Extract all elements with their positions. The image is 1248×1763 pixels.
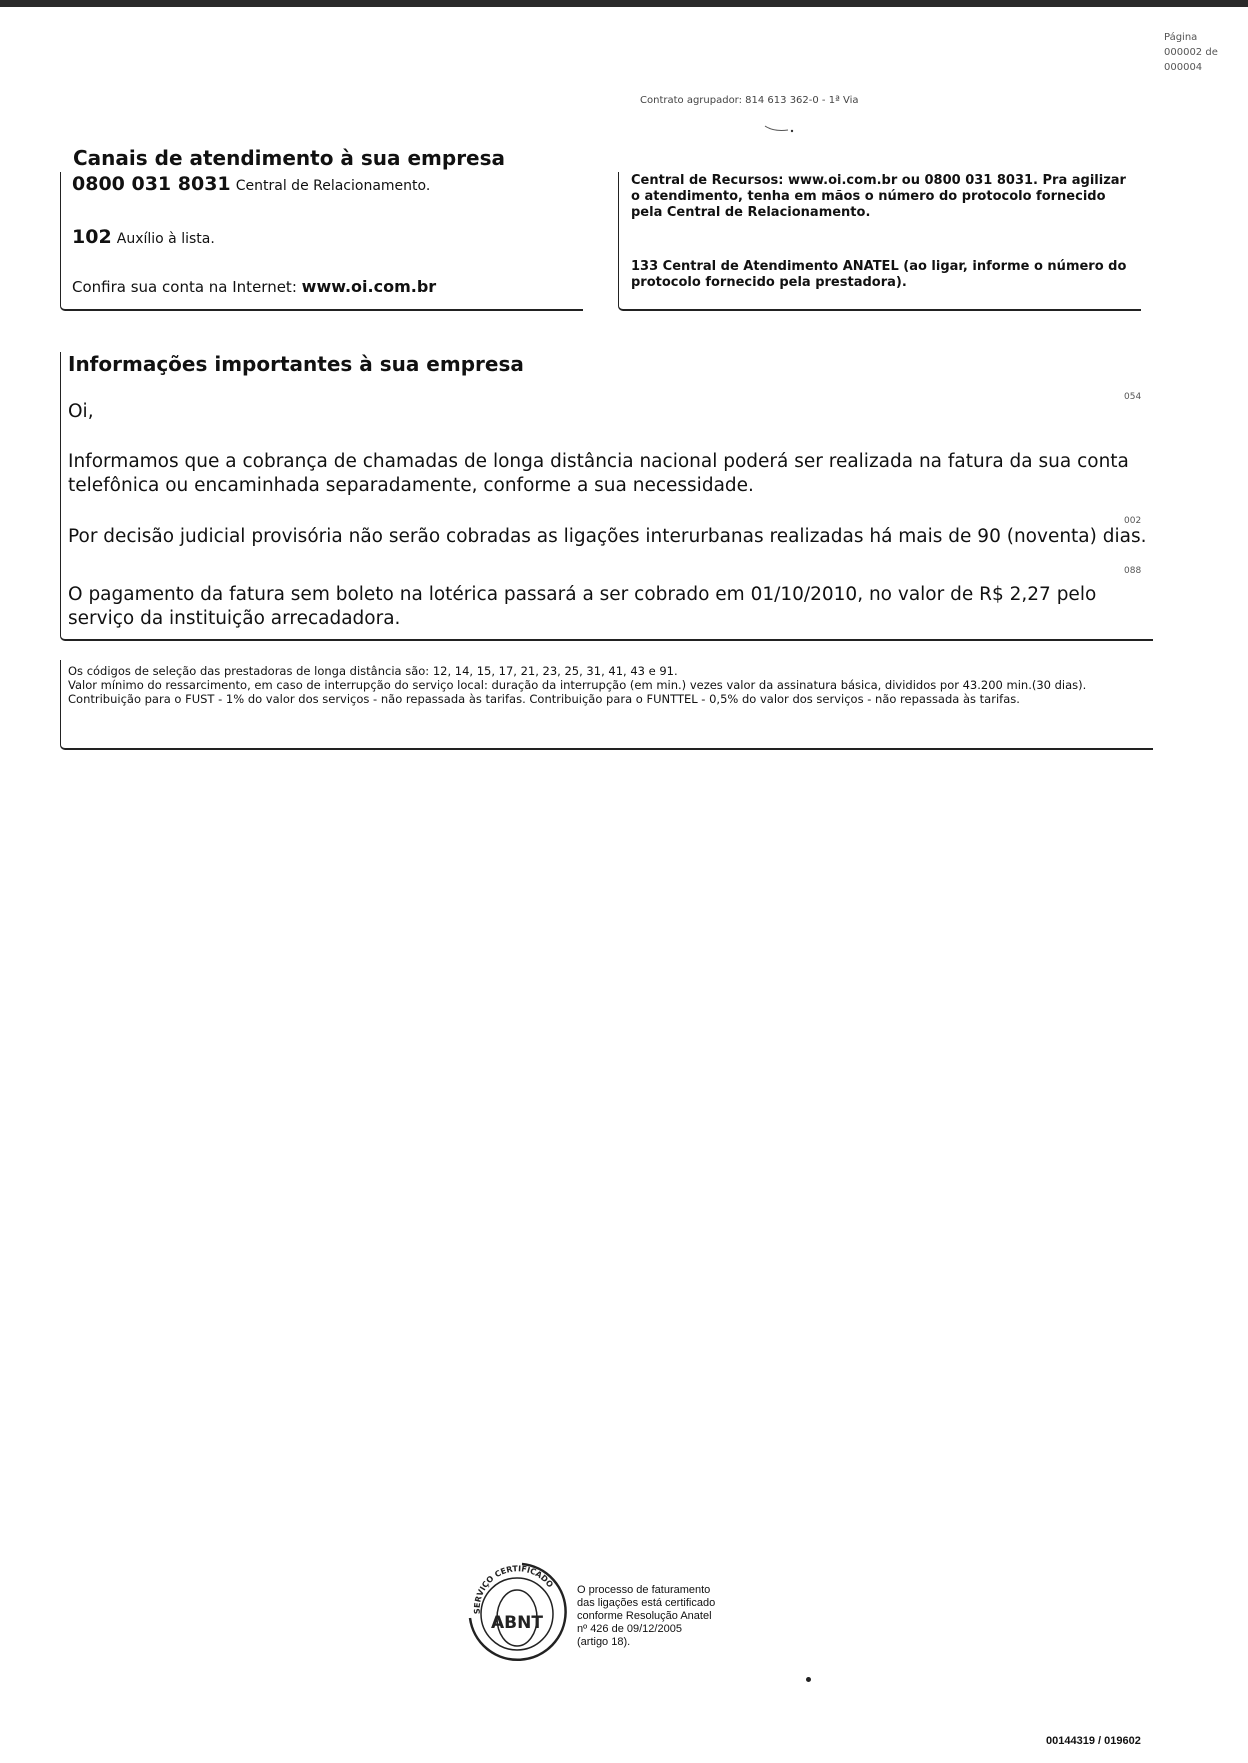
page-number <box>1164 30 1218 75</box>
codes-text <box>68 664 1152 706</box>
top-scan-border <box>0 0 1248 7</box>
codes-line: Os códigos de seleção das prestadoras de longa distância são: 12, 14, 15, 17, 21, 23, 25, 31, 41, 43 e 91. <box>68 664 678 678</box>
message-code: 054 <box>1124 392 1142 402</box>
scan-speck <box>806 1677 811 1682</box>
lista-number: 102 <box>72 226 112 248</box>
page-current: 000002 de <box>1164 47 1218 58</box>
certification-line: (artigo 18). <box>577 1636 631 1648</box>
phone-line <box>72 173 430 195</box>
pen-mark <box>764 124 794 134</box>
internet-url: www.oi.com.br <box>301 277 437 296</box>
page-label: Página <box>1164 32 1198 43</box>
internet-label: Confira sua conta na Internet: <box>72 278 297 296</box>
svg-text:SERVIÇO CERTIFICADO: SERVIÇO CERTIFICADO <box>472 1564 555 1615</box>
certification-line: das ligações está certificado <box>577 1597 716 1609</box>
internet-line <box>72 277 436 296</box>
message-code: 002 <box>1124 516 1142 526</box>
phone-label: Central de Relacionamento. <box>235 178 431 194</box>
contribution-line: Contribuição para o FUST - 1% do valor dos serviços - não repassada às tarifas. Contribuição para o FUNTTEL - 0,5% do valor dos serviços - não repassada às tarifas. <box>68 692 1020 706</box>
info-title: Informações importantes à sua empresa <box>68 352 524 376</box>
message-payment: O pagamento da fatura sem boleto na lotérica passará a ser cobrado em 01/10/2010, no valor de R$ 2,27 pelo serviço da instituição arrecadadora. <box>68 584 1097 629</box>
message-judicial: Por decisão judicial provisória não serão cobradas as ligações interurbanas realizadas há mais de 90 (noventa) dias. <box>68 526 1147 547</box>
ressarcimento-line: Valor mínimo do ressarcimento, em caso de interrupção do serviço local: duração da interrupção (em min.) vezes valor da assinatura básica, divididos por 43.200 min.(30 dias). <box>68 678 1087 692</box>
message-code: 088 <box>1124 566 1142 576</box>
certification-line: conforme Resolução Anatel <box>577 1610 712 1622</box>
certification-line: O processo de faturamento <box>577 1584 711 1596</box>
recursos-text: Central de Recursos: www.oi.com.br ou 0800 031 8031. Pra agilizar o atendimento, tenha em mãos o número do protocolo fornecido pela Central de Relacionamento. <box>631 173 1126 220</box>
certification-line: nº 426 de 09/12/2005 <box>577 1623 682 1635</box>
canais-title: Canais de atendimento à sua empresa <box>73 146 506 170</box>
lista-label: Auxílio à lista. <box>116 231 215 247</box>
lista-line <box>72 226 215 248</box>
abnt-seal-icon <box>462 1556 572 1666</box>
greeting: Oi, <box>68 401 94 422</box>
phone-number: 0800 031 8031 <box>72 173 231 195</box>
certification-text <box>577 1584 757 1649</box>
footer-code: 00144319 / 019602 <box>1046 1735 1141 1747</box>
svg-text:ABNT: ABNT <box>491 1613 543 1633</box>
anatel-text: 133 Central de Atendimento ANATEL (ao ligar, informe o número do protocolo fornecido pela prestadora). <box>631 259 1127 290</box>
message-long-distance: Informamos que a cobrança de chamadas de longa distância nacional poderá ser realizada na fatura da sua conta telefônica ou encaminhada separadamente, conforme a sua necessidade. <box>68 451 1129 496</box>
contract-number: Contrato agrupador: 814 613 362-0 - 1ª Via <box>640 95 859 106</box>
page-total: 000004 <box>1164 62 1203 73</box>
